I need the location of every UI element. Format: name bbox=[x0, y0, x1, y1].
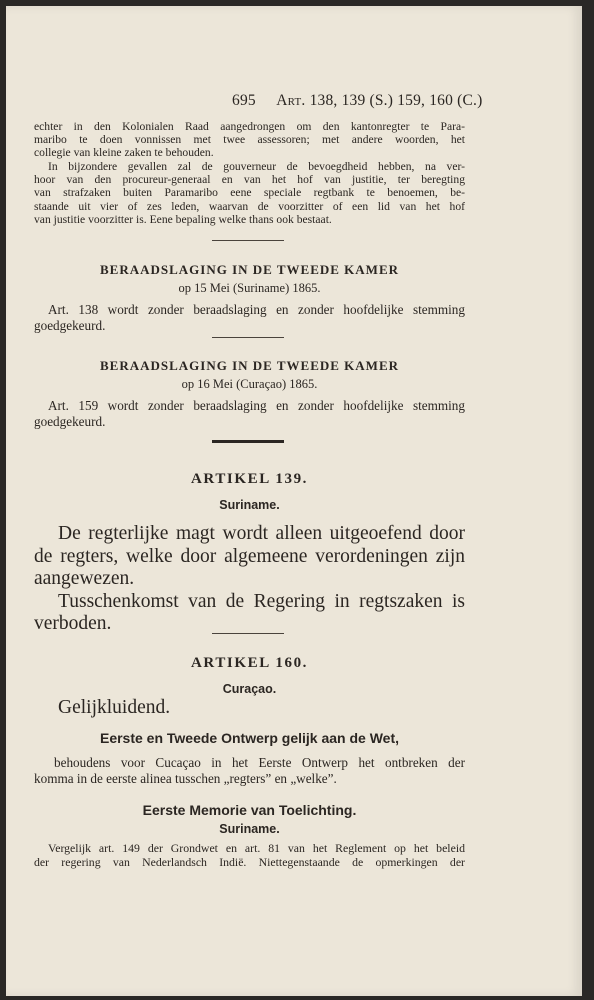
article-160-text: Gelijkluidend. bbox=[58, 697, 171, 718]
intro-line-1: echter in den Kolonialen Raad aangedrongen om den kantonregter te Para- bbox=[34, 120, 465, 133]
article-139-title: ARTIKEL 139. bbox=[190, 471, 309, 487]
divider-thick bbox=[212, 440, 284, 443]
running-header bbox=[232, 92, 482, 110]
deliberation-1-line-2: goedgekeurd. bbox=[34, 317, 106, 333]
memorie-section-title: Eerste Memorie van Toelichting. bbox=[142, 802, 357, 818]
deliberation-2-text bbox=[34, 398, 465, 429]
deliberation-2-line-2: goedgekeurd. bbox=[34, 413, 106, 429]
article-139-line-5: verboden. bbox=[34, 613, 112, 634]
intro-paragraph bbox=[34, 120, 465, 160]
second-line-2: hoor van den procureur-generaal en van het hof van justitie, ter beregting bbox=[34, 173, 465, 187]
deliberation-1-date: op 15 Mei (Suriname) 1865. bbox=[178, 281, 321, 295]
second-line-5: van justitie voorzitter is. Eene bepaling welke thans ook bestaat. bbox=[34, 212, 332, 226]
article-139-text bbox=[34, 523, 465, 636]
article-139-region: Suriname. bbox=[219, 498, 280, 512]
deliberation-2-line-1: Art. 159 wordt zonder beraadslaging en zonder hoofdelijke stemming bbox=[48, 398, 465, 413]
article-139-line-3: aangewezen. bbox=[34, 568, 135, 589]
divider-2 bbox=[212, 337, 284, 338]
article-ref: 138, 139 (S.) 159, 160 (C.) bbox=[309, 92, 483, 109]
divider-1 bbox=[212, 240, 284, 241]
second-paragraph bbox=[34, 160, 465, 226]
second-line-3: van strafzaken buiten Paramaribo eene speciale regtbank te benoemen, be- bbox=[34, 186, 465, 200]
intro-line-2: maribo te doen vonnissen met twee assessoren; met andere woorden, het bbox=[34, 133, 465, 147]
page-number: 695 bbox=[232, 92, 256, 109]
memorie-line-1: Vergelijk art. 149 der Grondwet en art. 81 van het Reglement op het beleid bbox=[48, 841, 465, 855]
divider-3 bbox=[212, 633, 284, 634]
memorie-section-region: Suriname. bbox=[219, 822, 280, 836]
deliberation-1-line-1: Art. 138 wordt zonder beraadslaging en zonder hoofdelijke stemming bbox=[48, 302, 465, 317]
second-line-4: staande uit vier of zes leden, waarvan de voorzitter of een lid van het hof bbox=[34, 199, 465, 213]
deliberation-2-title: BERAADSLAGING IN DE TWEEDE KAMER bbox=[99, 358, 400, 373]
article-160-region: Curaçao. bbox=[222, 682, 277, 696]
deliberation-2-date: op 16 Mei (Curaçao) 1865. bbox=[181, 377, 318, 391]
draft-section-text bbox=[34, 755, 465, 786]
article-139-line-2: de regters, welke door algemeene verordeningen zijn bbox=[34, 545, 465, 567]
article-139-line-4: Tusschenkomst van de Regering in regtszaken is bbox=[58, 590, 465, 612]
intro-line-3: collegie van kleine zaken te behouden. bbox=[34, 146, 214, 160]
book-page bbox=[6, 6, 582, 996]
draft-line-2: komma in de eerste alinea tusschen „regters” en „welke”. bbox=[34, 770, 337, 786]
memorie-section-text bbox=[34, 841, 465, 869]
draft-section-title: Eerste en Tweede Ontwerp gelijk aan de Wet, bbox=[99, 730, 400, 746]
deliberation-1-title: BERAADSLAGING IN DE TWEEDE KAMER bbox=[99, 262, 400, 277]
memorie-line-2: der regering van Nederlandsch Indië. Niettegenstaande de opmerkingen der bbox=[34, 855, 465, 869]
article-139-line-1: De regterlijke magt wordt alleen uitgeoefend door bbox=[58, 523, 465, 544]
draft-line-1: behoudens voor Cucaçao in het Eerste Ontwerp het ontbreken der bbox=[54, 755, 465, 770]
article-160-title: ARTIKEL 160. bbox=[190, 655, 309, 671]
second-line-1: In bijzondere gevallen zal de gouverneur de bevoegdheid hebben, na ver- bbox=[48, 160, 465, 173]
article-ref-prefix: Art. bbox=[276, 92, 306, 109]
deliberation-1-text bbox=[34, 302, 465, 333]
